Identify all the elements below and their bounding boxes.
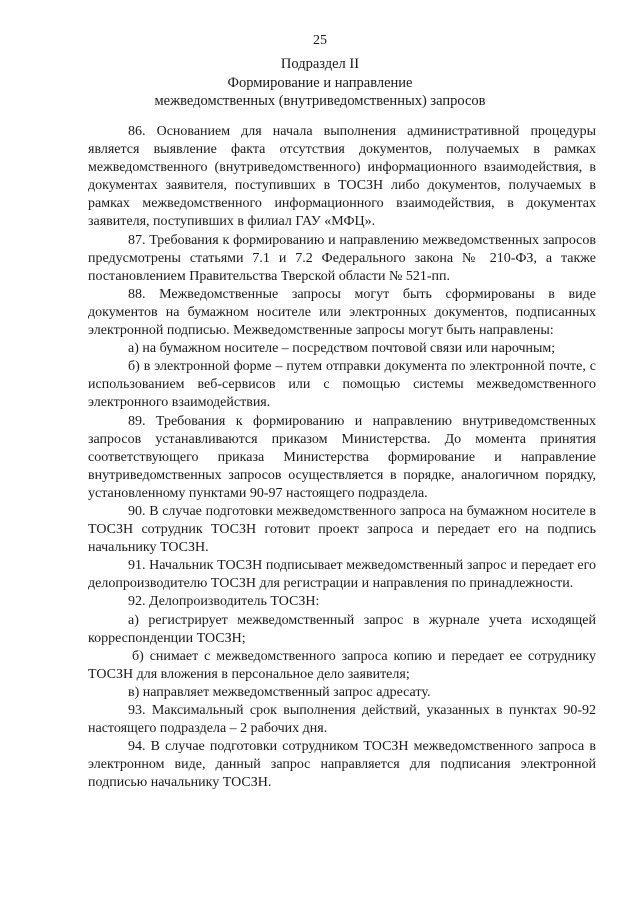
heading-line-2: Формирование и направление <box>227 74 413 91</box>
paragraph-93: 93. Максимальный срок выполнения действий, указанных в пунктах 90-92 настоящего подраздела – 2 рабочих дня. <box>88 703 596 737</box>
paragraph-92-c: в) направляет межведомственный запрос адресату. <box>128 684 431 700</box>
paragraph-89: 89. Требования к формированию и направлению внутриведомственных запросов устанавливаются приказом Министерства. До момента принятия соответствующего приказа Министерства формирование и направление внутриведомственных запросов осуществляется в порядке, аналогичном порядку, установленному пунктами 90-97 настоящего подраздела. <box>88 413 596 501</box>
paragraph-88-a: а) на бумажном носителе – посредством почтовой связи или нарочным; <box>128 341 556 357</box>
paragraph-94: 94. В случае подготовки сотрудником ТОСЗН межведомственного запроса в электронном виде, данный запрос направляется для подписания электронной подписью начальнику ТОСЗН. <box>88 739 596 791</box>
paragraph-86: 86. Основанием для начала выполнения административной процедуры является выявление факта отсутствия документов, получаемых в рамках межведомственного (внутриведомственного) информационного взаимодействия, в документах заявителя, поступивших в ТОСЗН либо документов, получаемых в рамках межведомственного информационного взаимодействия, в документах заявителя, поступивших в филиал ГАУ «МФЦ». <box>88 124 596 230</box>
heading-line-3: межведомственных (внутриведомственных) запросов <box>154 93 486 109</box>
paragraph-92: 92. Делопроизводитель ТОСЗН: <box>128 594 320 610</box>
paragraph-92-b: б) снимает с межведомственного запроса копию и передает ее сотруднику ТОСЗН для вложения в персональное дело заявителя; <box>88 648 596 682</box>
paragraph-88: 88. Межведомственные запросы могут быть сформированы в виде документов на бумажном носителе или электронных документов, подписанных электронной подписью. Межведомственные запросы могут быть направлены: <box>88 286 596 339</box>
section-heading <box>0 55 640 111</box>
page-number: 25 <box>313 33 327 48</box>
paragraph-90: 90. В случае подготовки межведомственного запроса на бумажном носителе в ТОСЗН сотрудник ТОСЗН готовит проект запроса и передает его на подпись начальнику ТОСЗН. <box>88 503 596 556</box>
paragraph-91: 91. Начальник ТОСЗН подписывает межведомственный запрос и передает его делопроизводителю ТОСЗН для регистрации и направления по принадлежности. <box>88 558 596 592</box>
heading-line-1: Подраздел II <box>280 56 360 72</box>
paragraph-92-a: а) регистрирует межведомственный запрос в журнале учета исходящей корреспонденции ТОСЗН; <box>88 612 596 646</box>
paragraph-87: 87. Требования к формированию и направлению межведомственных запросов предусмотрены статьями 7.1 и 7.2 Федерального закона № 210-ФЗ, а также постановлением Правительства Тверской области № 521-пп. <box>88 232 596 284</box>
document-body <box>88 123 596 792</box>
paragraph-88-b: б) в электронной форме – путем отправки документа по электронной почте, с использованием веб-сервисов или с помощью системы межведомственного электронного взаимодействия. <box>88 359 596 411</box>
